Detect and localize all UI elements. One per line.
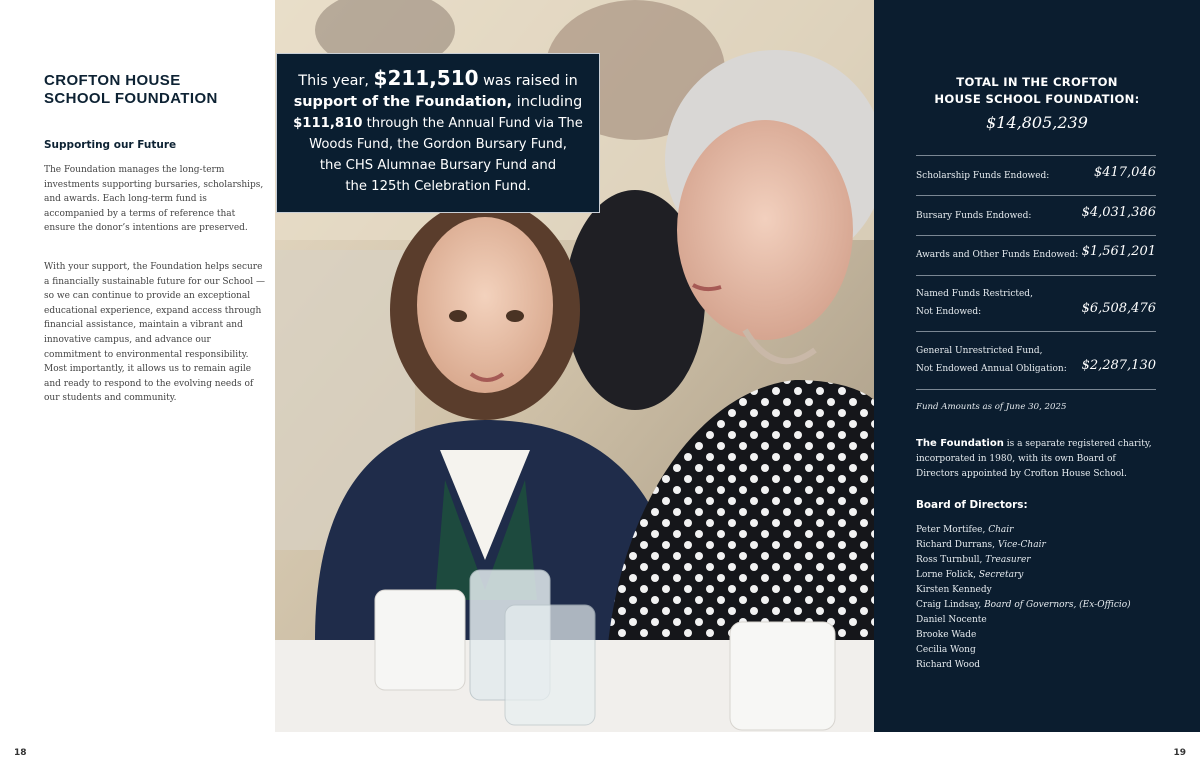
board-list (916, 523, 1176, 673)
board-member (916, 613, 1176, 628)
fund-label: Scholarship Funds Endowed: (916, 171, 1050, 181)
board-member (916, 643, 1176, 658)
fund-row-bursary (916, 195, 1156, 235)
board-member (916, 523, 1176, 538)
fund-label: General Unrestricted Fund, (916, 346, 1043, 356)
member-role: Secretary (978, 570, 1024, 580)
total-value: $14,805,239 (986, 113, 1088, 132)
fund-label: Named Funds Restricted, (916, 289, 1033, 299)
board-member (916, 568, 1176, 583)
member-name: Kirsten Kennedy (916, 585, 992, 595)
board-member (916, 538, 1176, 553)
callout-line-3 (289, 113, 587, 134)
member-role: Treasurer (985, 555, 1031, 565)
fund-label-line-2: Not Endowed: (916, 307, 982, 317)
left-column (0, 0, 275, 732)
page-number-right: 19 (1173, 748, 1186, 758)
member-role: Chair (988, 525, 1014, 535)
board-member (916, 658, 1176, 673)
board-member (916, 583, 1176, 598)
fund-row-named (916, 275, 1156, 331)
board-title: Board of Directors: (916, 499, 1028, 511)
foundation-text: is a separate registered charity, incorporated in 1980, with its own Board of Directors appointed by Crofton House School. (916, 439, 1152, 479)
fund-row-scholarship (916, 155, 1156, 195)
fund-value: $6,508,476 (1081, 301, 1156, 316)
callout-line-3b: through the Annual Fund via The (362, 116, 583, 131)
section-subtitle: Supporting our Future (44, 139, 177, 151)
support-paragraph: With your support, the Foundation helps secure a financially sustainable future for our School —so we can continue to provide an exceptional educational experience, expand access through financial assistance, maintain a vibrant and innovative campus, and advance our commitment to environmental responsibility. Most importantly, it allows us to remain agile and ready to respond to the evolving needs of our students and community. (44, 262, 265, 404)
foundation-description (916, 436, 1156, 482)
callout-line-1 (289, 68, 587, 92)
total-heading-line-2: HOUSE SCHOOL FOUNDATION: (934, 92, 1140, 106)
callout-line-6: the 125th Celebration Fund. (345, 179, 531, 194)
fund-label: Awards and Other Funds Endowed: (916, 250, 1079, 260)
member-role: Board of Governors, (Ex-Officio) (984, 600, 1131, 610)
foundation-title (44, 72, 264, 108)
title-line-1: CROFTON HOUSE (44, 72, 181, 89)
callout-line-5: the CHS Alumnae Bursary Fund and (319, 158, 557, 173)
member-name: Ross Turnbull, (916, 555, 986, 565)
fund-note: Fund Amounts as of June 30, 2025 (916, 402, 1067, 412)
right-column (874, 0, 1200, 732)
fundraising-callout (276, 53, 600, 213)
member-name: Richard Wood (916, 660, 981, 670)
annual-fund-amount: $111,810 (293, 116, 363, 131)
callout-line-2b: including (512, 94, 583, 110)
member-name: Richard Durrans, (916, 540, 998, 550)
member-name: Craig Lindsay, (916, 600, 985, 610)
fund-label: Bursary Funds Endowed: (916, 211, 1032, 221)
raised-amount: $211,510 (373, 66, 479, 90)
member-name: Daniel Nocente (916, 615, 987, 625)
callout-line-2 (289, 92, 587, 113)
fund-row-general (916, 331, 1156, 389)
callout-line-4: Woods Fund, the Gordon Bursary Fund, (309, 137, 567, 152)
callout-after-amount: was raised in (478, 73, 578, 89)
board-member (916, 628, 1176, 643)
total-heading-line-1: TOTAL IN THE CROFTON (956, 75, 1118, 89)
member-name: Brooke Wade (916, 630, 977, 640)
page-number-left: 18 (14, 748, 27, 758)
callout-prefix: This year, (298, 73, 374, 89)
intro-paragraph: The Foundation manages the long-term investments supporting bursaries, scholarships, and awards. Each long-term fund is accompanied by a terms of reference that ensure the donor’s intentions are preserved. (44, 165, 264, 234)
board-member (916, 598, 1176, 613)
foundation-bold: The Foundation (916, 438, 1004, 449)
total-heading (874, 74, 1200, 108)
fund-row-awards (916, 235, 1156, 275)
fund-value: $1,561,201 (1081, 244, 1156, 259)
member-name: Peter Mortifee, (916, 525, 989, 535)
fund-label-line-2: Not Endowed Annual Obligation: (916, 364, 1067, 374)
title-line-2: SCHOOL FOUNDATION (44, 90, 218, 107)
fund-value: $4,031,386 (1081, 205, 1156, 220)
fund-value: $2,287,130 (1081, 358, 1156, 373)
callout-line-2a: support of the Foundation, (293, 94, 513, 110)
member-role: Vice-Chair (997, 540, 1046, 550)
member-name: Lorne Folick, (916, 570, 979, 580)
fund-divider (916, 389, 1156, 390)
fund-value: $417,046 (1093, 165, 1156, 180)
board-member (916, 553, 1176, 568)
member-name: Cecilia Wong (916, 645, 976, 655)
